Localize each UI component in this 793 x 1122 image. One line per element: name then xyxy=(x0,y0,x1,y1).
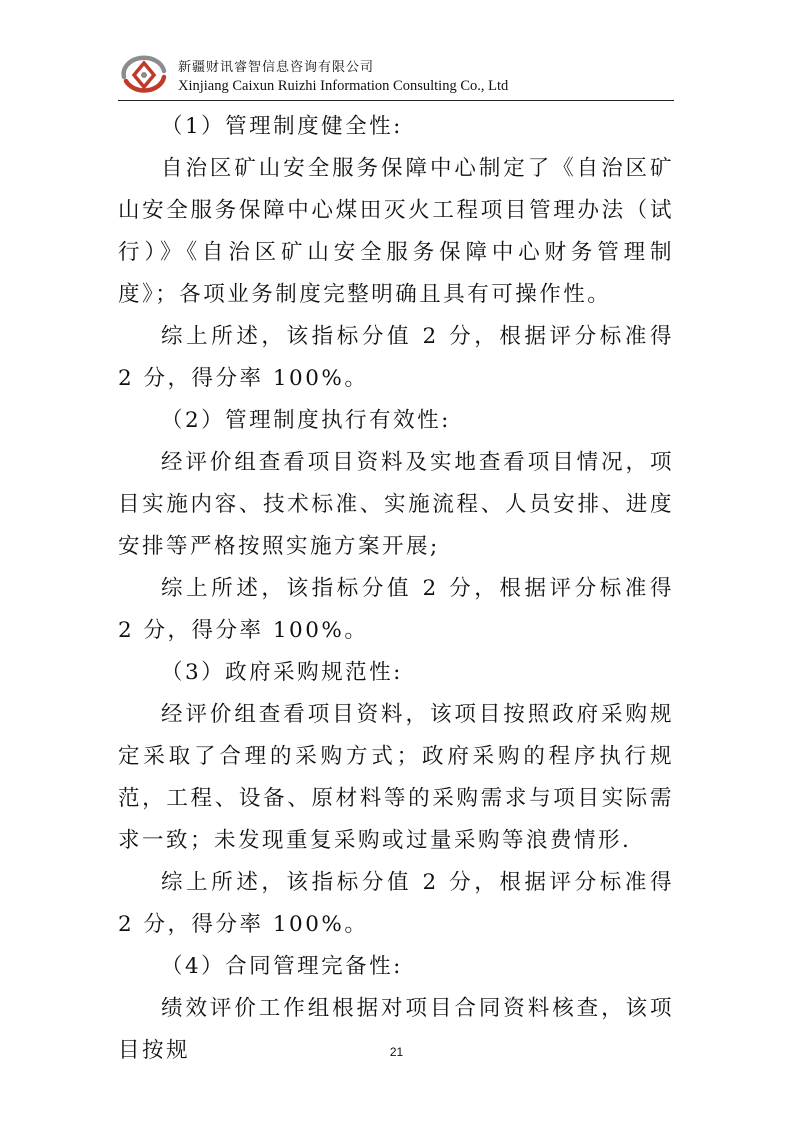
page-header xyxy=(118,52,674,104)
company-name-english: Xinjiang Caixun Ruizhi Information Consulting Co., Ltd xyxy=(178,78,509,94)
document-body xyxy=(118,106,674,1072)
paragraph: 综上所述，该指标分值 2 分，根据评分标准得 2 分，得分率 100%。 xyxy=(118,870,674,937)
paragraph: 综上所述，该指标分值 2 分，根据评分标准得 2 分，得分率 100%。 xyxy=(118,324,674,391)
paragraph: 经评价组查看项目资料，该项目按照政府采购规定采取了合理的采购方式；政府采购的程序执行规范，工程、设备、原材料等的采购需求与项目实际需求一致；未发现重复采购或过量采购等浪费情形. xyxy=(118,702,674,853)
section-heading-4: （4）合同管理完备性: xyxy=(161,954,403,979)
paragraph: 绩效评价工作组根据对项目合同资料核查，该项目按规 xyxy=(118,996,674,1063)
page-number: 21 xyxy=(389,1045,404,1059)
paragraph: 自治区矿山安全服务保障中心制定了《自治区矿山安全服务保障中心煤田灭火工程项目管理办法（试行）》《自治区矿山安全服务保障中心财务管理制度》；各项业务制度完整明确且具有可操作性。 xyxy=(118,156,674,307)
company-logo-icon xyxy=(118,55,170,95)
paragraph: 综上所述，该指标分值 2 分，根据评分标准得 2 分，得分率 100%。 xyxy=(118,576,674,643)
section-heading-2: （2）管理制度执行有效性: xyxy=(161,408,451,433)
header-divider xyxy=(118,100,674,101)
company-name-chinese: 新疆财讯睿智信息咨询有限公司 xyxy=(178,60,375,75)
section-heading-1: （1）管理制度健全性: xyxy=(161,114,403,139)
paragraph: 经评价组查看项目资料及实地查看项目情况，项目实施内容、技术标准、实施流程、人员安排、进度安排等严格按照实施方案开展; xyxy=(118,450,674,559)
section-heading-3: （3）政府采购规范性: xyxy=(161,660,403,685)
